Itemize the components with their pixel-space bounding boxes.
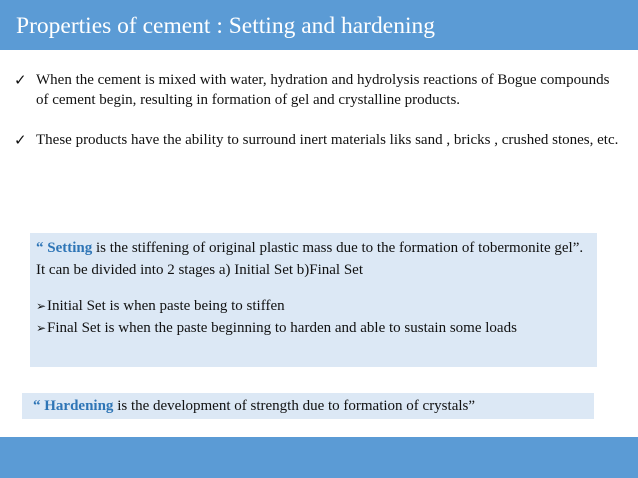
setting-stage-text: Initial Set is when paste being to stiffen: [47, 298, 285, 314]
setting-open-quote: “: [36, 240, 48, 256]
hardening-term: Hardening: [44, 398, 114, 414]
setting-definition-box: [30, 233, 597, 367]
check-icon: ✓: [14, 71, 27, 89]
bullet-list: [14, 70, 624, 150]
setting-stage-item: [36, 295, 591, 317]
check-icon: ✓: [14, 131, 27, 149]
arrow-bullet-icon: ➢: [36, 321, 47, 335]
setting-term: Setting: [47, 240, 93, 256]
bullet-item: [14, 130, 624, 150]
setting-definition-text: is the stiffening of original plastic mass due to the formation of tobermonite gel”. It can be divided into 2 stages a) Initial Set b)Final Set: [36, 240, 584, 278]
setting-definition: [36, 237, 591, 281]
bullet-item: [14, 70, 624, 110]
setting-stage-item: [36, 317, 591, 339]
slide-title: Properties of cement : Setting and hardening: [16, 13, 435, 39]
setting-stage-text: Final Set is when the paste beginning to harden and able to sustain some loads: [47, 320, 517, 336]
bullet-text: These products have the ability to surround inert materials liks sand , bricks , crushed stones, etc.: [36, 132, 619, 148]
arrow-bullet-icon: ➢: [36, 299, 47, 313]
spacer: [36, 281, 591, 295]
footer-bar: [0, 437, 638, 478]
hardening-open-quote: “: [33, 398, 45, 414]
title-bar: [0, 0, 638, 50]
hardening-definition-box: [22, 393, 594, 419]
hardening-definition-text: is the development of strength due to formation of crystals”: [113, 398, 476, 414]
bullet-text: When the cement is mixed with water, hydration and hydrolysis reactions of Bogue compounds of cement begin, resulting in formation of gel and crystalline products.: [36, 72, 610, 108]
